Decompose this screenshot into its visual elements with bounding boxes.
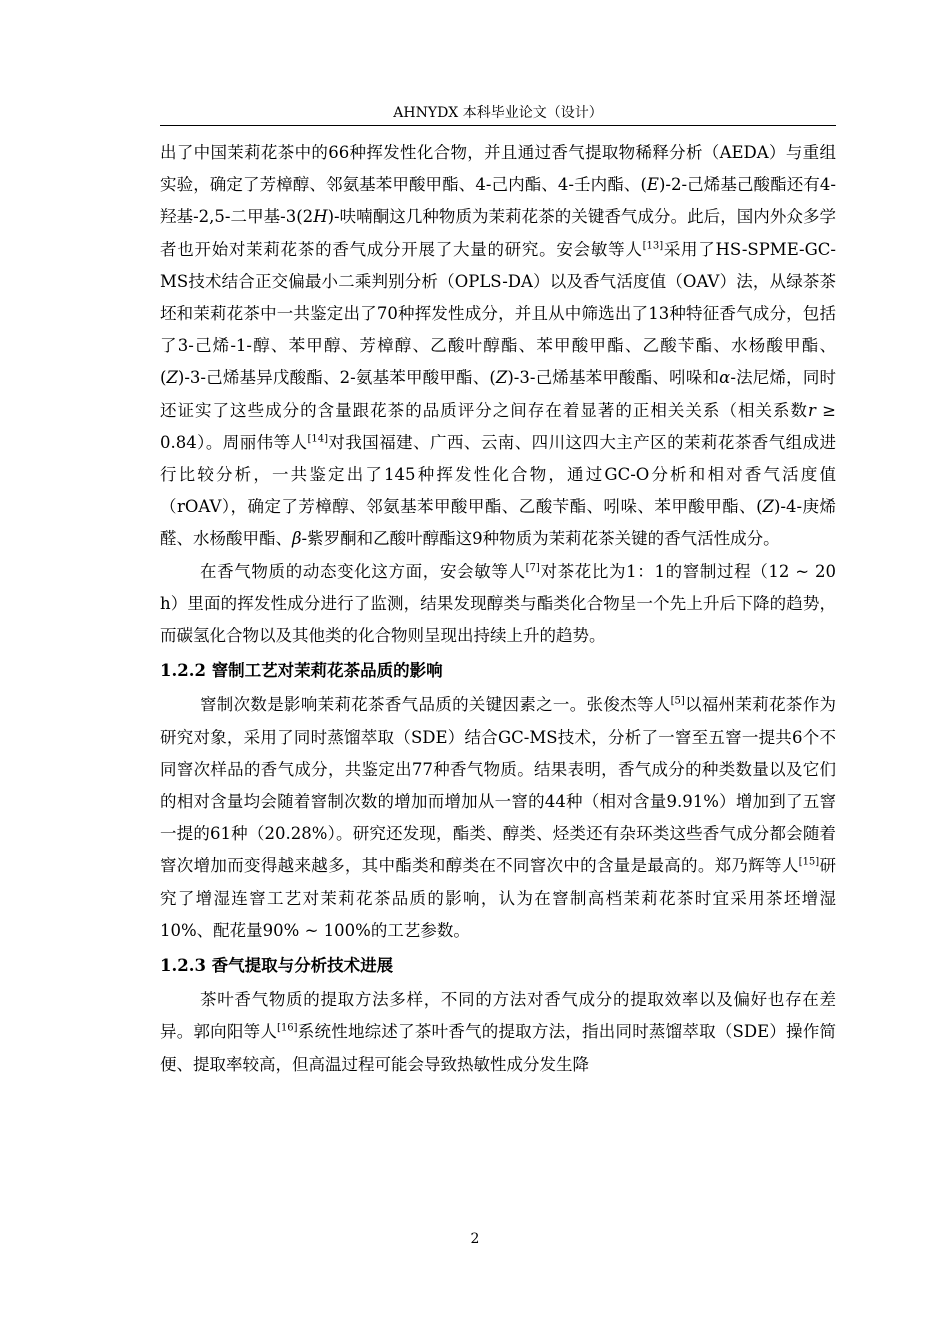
page-number: 2 xyxy=(470,1231,480,1247)
paragraph: 在香气物质的动态变化这方面，安会敏等人[7]对茶花比为1：1的窨制过程（12 ~ 20 h）里面的挥发性成分进行了监测，结果发现醇类与酯类化合物呈一个先上升后下降的趋势，而碳氢化合物以及其他类的化合物则呈现出持续上升的趋势。 xyxy=(160,561,836,646)
page-header: AHNYDX 本科毕业论文（设计） xyxy=(160,104,836,126)
citation: [13] xyxy=(642,240,664,252)
body-text xyxy=(160,137,836,1081)
citation: [15] xyxy=(798,856,820,868)
paragraph: 出了中国茉莉花茶中的66种挥发性化合物，并且通过香气提取物稀释分析（AEDA）与重组实验，确定了芳樟醇、邻氨基苯甲酸甲酯、4-己内酯、4-壬内酯、(E)-2-己烯基己酸酯还有4-羟基-2,5-二甲基-3(2H)-呋喃酮这几种物质为茉莉花茶的关键香气成分。此后，国内外众多学者也开始对茉莉花茶的香气成分开展了大量的研究。安会敏等人[13]采用了HS-SPME-GC-MS技术结合正交偏最小二乘判别分析（OPLS-DA）以及香气活度值（OAV）法，从绿茶茶坯和茉莉花茶中一共鉴定出了70种挥发性成分，并且从中筛选出了13种特征香气成分，包括了3-己烯-1-醇、苯甲醇、芳樟醇、乙酸叶醇酯、苯甲酸甲酯、乙酸苄酯、水杨酸甲酯、(Z)-3-己烯基异戊酸酯、2-氨基苯甲酸甲酯、(Z)-3-己烯基苯甲酸酯、吲哚和α-法尼烯，同时还证实了这些成分的含量跟花茶的品质评分之间存在着显著的正相关关系（相关系数r ≥ 0.84）。周丽伟等人[14]对我国福建、广西、云南、四川这四大主产区的茉莉花茶香气组成进行比较分析，一共鉴定出了145种挥发性化合物，通过GC-O分析和相对香气活度值（rOAV），确定了芳樟醇、邻氨基苯甲酸甲酯、乙酸苄酯、吲哚、苯甲酸甲酯、(Z)-4-庚烯醛、水杨酸甲酯、β-紫罗酮和乙酸叶醇酯这9种物质为茉莉花茶关键的香气活性成分。 xyxy=(160,143,837,549)
citation: [16] xyxy=(277,1022,298,1034)
citation: [5] xyxy=(670,695,685,707)
paragraph: 窨制次数是影响茉莉花茶香气品质的关键因素之一。张俊杰等人[5]以福州茉莉花茶作为研究对象，采用了同时蒸馏萃取（SDE）结合GC-MS技术，分析了一窨至五窨一提共6个不同窨次样品的香气成分，共鉴定出77种香气物质。结果表明，香气成分的种类数量以及它们的相对含量均会随着窨制次数的增加而增加从一窨的44种（相对含量9.91%）增加到了五窨一提的61种（20.28%）。研究还发现，酯类、醇类、烃类还有杂环类这些香气成分都会随着窨次增加而变得越来越多，其中酯类和醇类在不同窨次中的含量是最高的。郑乃辉等人[15]研究了增湿连窨工艺对茉莉花茶品质的影响，认为在窨制高档茉莉花茶时宜采用茶坯增湿10%、配花量90% ~ 100%的工艺参数。 xyxy=(160,695,837,940)
paragraph: 茶叶香气物质的提取方法多样，不同的方法对香气成分的提取效率以及偏好也存在差异。郭向阳等人[16]系统性地综述了茶叶香气的提取方法，指出同时蒸馏萃取（SDE）操作简便、提取率较高，但高温过程可能会导致热敏性成分发生降 xyxy=(160,990,837,1074)
section-heading: 1.2.2 窨制工艺对茉莉花茶品质的影响 xyxy=(160,661,443,681)
section-heading: 1.2.3 香气提取与分析技术进展 xyxy=(160,956,394,976)
citation: [14] xyxy=(307,433,328,445)
citation: [7] xyxy=(525,562,540,574)
